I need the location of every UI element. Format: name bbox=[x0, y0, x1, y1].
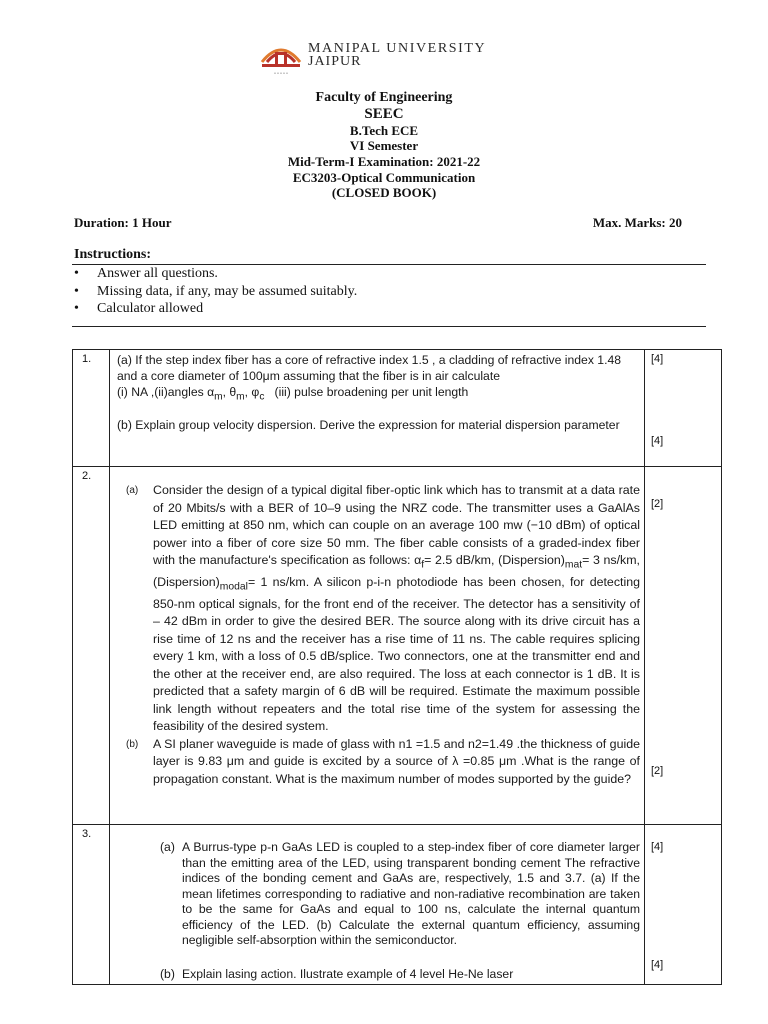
question-part bbox=[110, 825, 644, 982]
question-text-segment: = 1 ns/km. A silicon p-i-n photodiode has been chosen, for detecting 850-nm optical signals, for the front end of the receiver. The detector has a sensitivity of – 42 dBm in order to give the desired BER. The source along with its drive circuit has a rise time of 12 ns and the receiver has a rise time of 11 ns. The cable requires splicing every 1 km, with a loss of 0.5 dB/splice. Two connectors, one at the transmitter end and the other at the receiver end, are also required. The loss at each connector is 1 dB. It is predicted that a safety margin of 6 dB will be required. Estimate the maximum possible link length without repeaters and the total rise time of the system for assessing the feasibility of the desired system. bbox=[153, 574, 640, 734]
subscript: c bbox=[259, 391, 265, 403]
max-marks-label: Max. Marks: 20 bbox=[592, 215, 682, 230]
subscript: f bbox=[421, 559, 425, 571]
question-paragraph bbox=[160, 966, 640, 983]
instruction-item: • Calculator allowed bbox=[74, 300, 357, 318]
question-number-cell bbox=[73, 467, 110, 825]
university-name bbox=[308, 42, 486, 68]
university-seal-icon bbox=[258, 40, 304, 78]
question-text-segment: = 3 ns/km, (Dispersion) bbox=[153, 553, 640, 589]
question-body-cell bbox=[110, 825, 645, 985]
programme-title: B.Tech ECE bbox=[349, 123, 419, 138]
marks-label: [2] bbox=[651, 498, 664, 510]
svg-text:• • • • •: • • • • • bbox=[274, 72, 288, 77]
marks-cell bbox=[645, 350, 722, 467]
question-text-line bbox=[117, 384, 640, 405]
instructions-list bbox=[74, 265, 357, 318]
question-row bbox=[73, 467, 722, 825]
question-paragraph bbox=[126, 482, 640, 736]
part-label: (b) bbox=[160, 966, 175, 981]
question-number: 3. bbox=[82, 828, 92, 840]
exam-title: Mid-Term-I Examination: 2021-22 bbox=[287, 154, 481, 169]
subscript: modal bbox=[219, 581, 248, 593]
part-label: (a) bbox=[160, 840, 175, 854]
questions-table bbox=[72, 349, 722, 985]
marks-label: [4] bbox=[651, 959, 664, 971]
marks-cell bbox=[645, 825, 722, 985]
university-name-line1: MANIPAL UNIVERSITY bbox=[308, 41, 487, 56]
marks-cell bbox=[645, 467, 722, 825]
question-text: (b) Explain group velocity dispersion. Derive the expression for material dispersion parameter bbox=[117, 418, 620, 433]
question-text-segment: = 2.5 dB/km, (Dispersion) bbox=[424, 553, 565, 567]
semester-title: VI Semester bbox=[349, 138, 419, 153]
subscript: m bbox=[214, 391, 223, 403]
part-label: (a) bbox=[126, 485, 139, 496]
faculty-title: Faculty of Engineering bbox=[315, 90, 453, 105]
question-number-cell bbox=[73, 350, 110, 467]
instructions-title: Instructions: bbox=[74, 247, 152, 262]
university-name-line2: JAIPUR bbox=[308, 54, 362, 69]
question-text-segment: , φ bbox=[244, 385, 260, 399]
question-text-segment: (iii) pulse broadening per unit length bbox=[264, 385, 469, 399]
subscript: m bbox=[236, 391, 245, 403]
instruction-item: • Missing data, if any, may be assumed suitably. bbox=[74, 283, 357, 301]
question-number-cell bbox=[73, 825, 110, 985]
question-row bbox=[73, 350, 722, 467]
duration-label: Duration: 1 Hour bbox=[74, 215, 172, 230]
question-row bbox=[73, 825, 722, 985]
question-part bbox=[110, 467, 644, 788]
question-text-segment: , θ bbox=[222, 385, 237, 399]
part-label: (b) bbox=[126, 738, 139, 750]
question-paragraph bbox=[160, 840, 640, 949]
instruction-item: • Answer all questions. bbox=[74, 265, 357, 283]
question-text: A Burrus-type p-n GaAs LED is coupled to a step-index fiber of core diameter larger than the emitting area of the LED, using transparent bonding cement The refractive indices of the bonding cement and GaAs are, respectively, 1.5 and 3.7. (a) If the mean lifetimes corresponding to radiative and non-radiative recombination are taken to be the same for GaAs and equal to 100 ns, calculate the internal quantum efficiency of the LED. (b) Calculate the external quantum efficiency, assuming negligible self-absorption within the semiconductor. bbox=[182, 840, 640, 947]
question-text-segment: (i) NA ,(ii)angles α bbox=[117, 385, 215, 399]
question-paragraph bbox=[126, 736, 640, 789]
question-number: 2. bbox=[82, 470, 92, 482]
subscript: mat bbox=[564, 559, 583, 571]
question-text: (a) If the step index fiber has a core of refractive index 1.5 , a cladding of refractive index 1.48 and a core diameter of 100μm assuming that the fiber is in air calculate bbox=[117, 353, 622, 383]
question-body-cell bbox=[110, 350, 645, 467]
instructions-bottom-rule bbox=[72, 326, 706, 327]
question-number: 1. bbox=[82, 353, 92, 365]
marks-label: [2] bbox=[651, 765, 664, 777]
marks-label: [4] bbox=[651, 841, 664, 853]
marks-label: [4] bbox=[651, 435, 664, 447]
course-title: EC3203-Optical Communication bbox=[292, 170, 476, 185]
marks-label: [4] bbox=[651, 353, 664, 365]
closed-book-label: (CLOSED BOOK) bbox=[331, 185, 437, 200]
question-text-segment: Consider the design of a typical digital fiber-optic link which has to transmit at a data rate of 20 Mbits/s with a BER of 10–9 using the NRZ code. The transmitter uses a GaAlAs LED emitting at 850 nm, which can couple on an average 100 mw (−10 dBm) of optical power into a fiber of core size 50 mm. The fiber cable consists of a graded-index fiber with the manufacture's specification as follows: α bbox=[153, 483, 640, 567]
question-text: A SI planer waveguide is made of glass with n1 =1.5 and n2=1.49 .the thickness of guide layer is 9.83 μm and guide is excited by a source of λ =0.85 μm .What is the range of propagation constant. What is the maximum number of modes supported by the guide? bbox=[153, 736, 640, 786]
question-text: Explain lasing action. Ilustrate example of 4 level He-Ne laser bbox=[182, 966, 514, 981]
question-part bbox=[110, 350, 644, 433]
school-title: SEEC bbox=[364, 106, 404, 122]
question-body-cell bbox=[110, 467, 645, 825]
university-logo bbox=[258, 40, 528, 80]
